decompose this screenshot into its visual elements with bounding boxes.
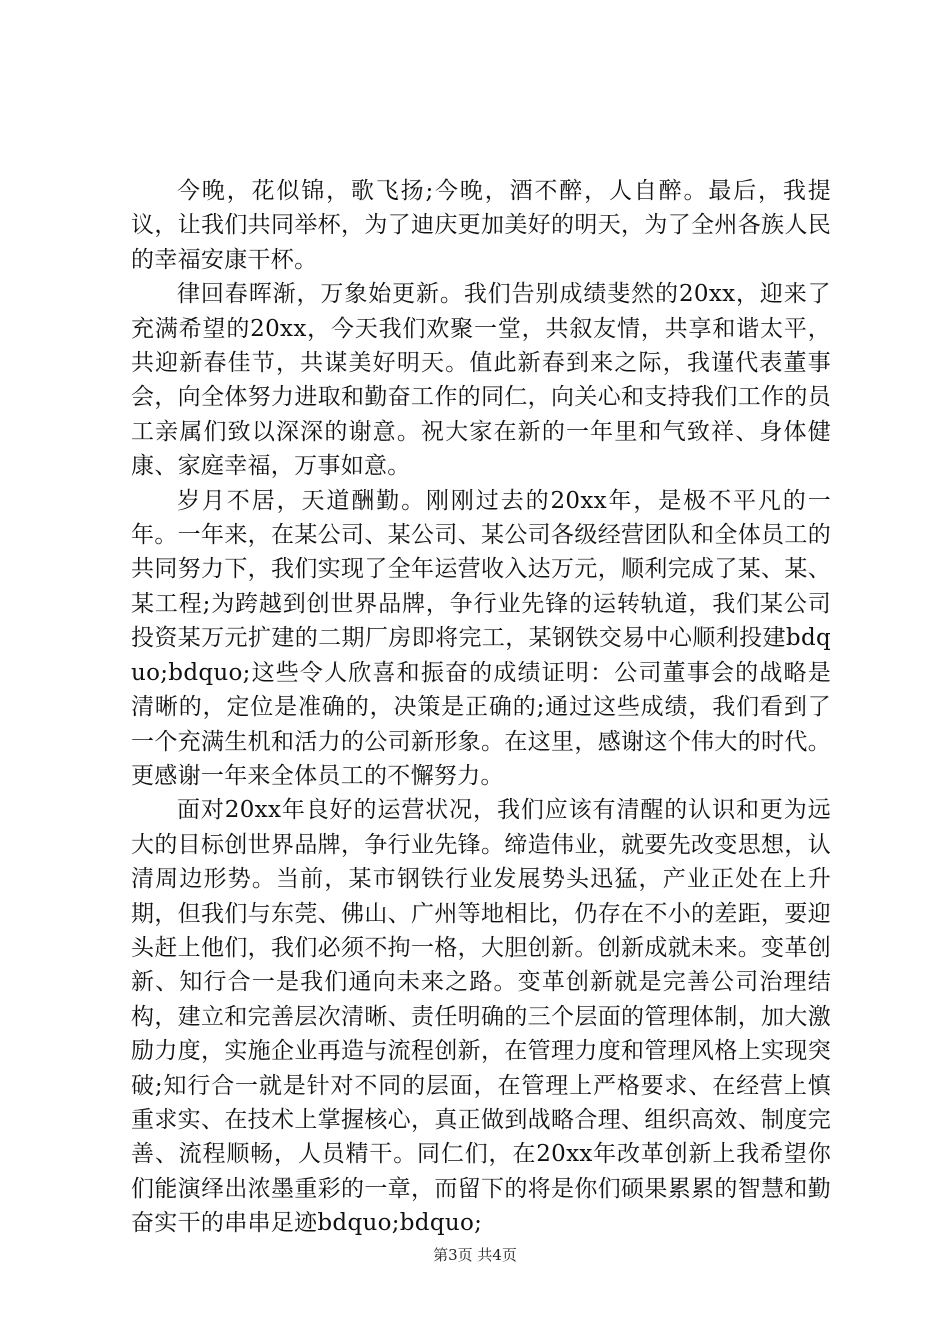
paragraph-innovation: 面对20xx年良好的运营状况，我们应该有清醒的认识和更为远大的目标创世界品牌，争行业先锋。缔造伟业，就要先改变思想，认清周边形势。当前，某市钢铁行业发展势头迅猛，产业正处在上升期，但我们与东莞、佛山、广州等地相比，仍存在不小的差距，要迎头赶上他们，我们必须不拘一格，大胆创新。创新成就未来。变革创新、知行合一是我们通向未来之路。变革创新就是完善公司治理结构，建立和完善层次清晰、责任明确的三个层面的管理体制，加大激励力度，实施企业再造与流程创新，在管理力度和管理风格上实现突破;知行合一就是针对不同的层面，在管理上严格要求、在经营上慎重求实、在技术上掌握核心，真正做到战略合理、组织高效、制度完善、流程顺畅，人员精干。同仁们，在20xx年改革创新上我希望你们能演绎出浓墨重彩的一章，而留下的将是你们硕果累累的智慧和勤奋实干的串串足迹bdquo;bdquo; [131, 797, 831, 1237]
paragraph-new-year: 律回春晖渐，万象始更新。我们告别成绩斐然的20xx，迎来了充满希望的20xx，今天我们欢聚一堂，共叙友情，共享和谐太平，共迎新春佳节，共谋美好明天。值此新春到来之际，我谨代表董事会，向全体努力进取和勤奋工作的同仁，向关心和支持我们工作的员工亲属们致以深深的谢意。祝大家在新的一年里和气致祥、身体健康、家庭幸福，万事如意。 [131, 281, 831, 480]
document-body [131, 174, 831, 1241]
page-number-footer: 第3页 共4页 [433, 1246, 517, 1264]
paragraph-achievements: 岁月不居，天道酬勤。刚刚过去的20xx年，是极不平凡的一年。一年来，在某公司、某公司、某公司各级经营团队和全体员工的共同努力下，我们实现了全年运营收入达万元，顺利完成了某、某、某工程;为跨越到创世界品牌，争行业先锋的运转轨道，我们某公司投资某万元扩建的二期厂房即将完工，某钢铁交易中心顺利投建bdquo;bdquo;这些令人欣喜和振奋的成绩证明：公司董事会的战略是清晰的，定位是准确的，决策是正确的;通过这些成绩，我们看到了一个充满生机和活力的公司新形象。在这里，感谢这个伟大的时代。更感谢一年来全体员工的不懈努力。 [131, 487, 831, 789]
paragraph-toast: 今晚，花似锦，歌飞扬;今晚，酒不醉，人自醉。最后，我提议，让我们共同举杯，为了迪庆更加美好的明天，为了全州各族人民的幸福安康干杯。 [131, 178, 831, 273]
